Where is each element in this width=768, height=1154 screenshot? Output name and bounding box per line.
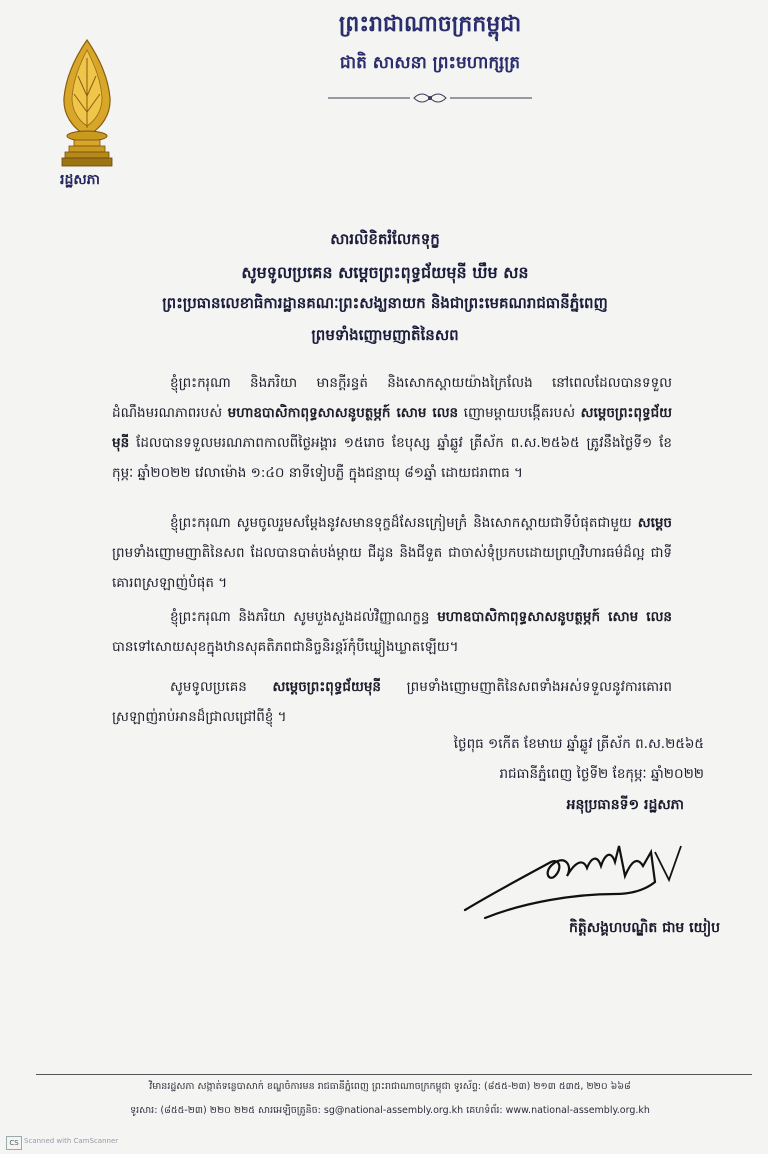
lunar-date: ថ្ងៃពុធ ១កើត ខែមាឃ ឆ្នាំឆ្លូវ ត្រីស័ក ព.ស.២៥៦៥: [453, 736, 704, 752]
scanner-text: Scanned with CamScanner: [24, 1137, 119, 1145]
national-assembly-emblem-icon: [54, 36, 120, 172]
addressee-title: សូមទូលប្រគេន សម្ដេចព្រះពុទ្ធជ័យមុនី ឃឹម សន: [241, 263, 529, 282]
p3-text-a: ខ្ញុំព្រះករុណា និងភរិយា សូមបួងសួងដល់វិញ្ញាណក្ខន្ធ: [170, 609, 438, 625]
org-label: រដ្ឋសភា: [60, 172, 100, 188]
p3-bold-deceased: មហាឧបាសិកាពុទ្ធសាសនូបត្ថម្ភក៍ សោម លេន: [437, 609, 673, 625]
place-date: រាជធានីភ្នំពេញ ថ្ងៃទី២ ខែកុម្ភៈ ឆ្នាំ២០២២: [499, 766, 704, 782]
p1-text-c: ញោមម្ដាយបង្កើតរបស់: [458, 405, 581, 421]
scanner-watermark: [6, 1136, 166, 1150]
p4-text-a: សូមទូលប្រគេន: [170, 679, 273, 695]
p4-bold-monk: សម្ដេចព្រះពុទ្ធជ័យមុនី: [272, 679, 381, 695]
p2-text-a: ខ្ញុំព្រះករុណា សូមចូលរួមសម្ដែងនូវសមានទុក្ខដ៏សែនក្រៀមក្រំ និងសោកស្ដាយជាទីបំផុតជាមួយ: [170, 515, 638, 531]
p2-text-c: ព្រមទាំងញោមញាតិនៃសព ដែលបានបាត់បង់ម្ដាយ ជីដូន និងជីទួត ជាចាស់ទុំប្រកបដោយព្រហ្មវិហារធម៌ដ៏ល្អ ជាទីគោរពស្រឡាញ់បំផុត ។: [112, 545, 672, 591]
p2-bold-samdech: សម្ដេច: [637, 515, 672, 531]
p3-text-c: បានទៅសោយសុខក្នុងឋានសុគតិភពជានិច្ចនិរន្តរ៍កុំបីឃ្លៀងឃ្លាតឡើយ។: [112, 639, 459, 655]
paragraph-3: [112, 602, 672, 662]
signer-position: អនុប្រធានទី១ រដ្ឋសភា: [566, 797, 684, 813]
kingdom-heading: ព្រះរាជាណាចក្រកម្ពុជា: [338, 11, 522, 37]
p4-text-c: ព្រមទាំងញោមញាតិនៃសពទាំងអស់ទទួលនូវការគោរព ស្រឡាញ់រាប់អានដ៏ជ្រាលជ្រៅពីខ្ញុំ ។: [112, 679, 672, 725]
addressee-family: ព្រមទាំងញោមញាតិនៃសព: [311, 326, 459, 344]
motto-heading: ជាតិ សាសនា ព្រះមហាក្សត្រ: [339, 53, 521, 73]
handwritten-signature-icon: [455, 832, 705, 922]
p1-bold-deceased: មហាឧបាសិកាពុទ្ធសាសនូបត្ថម្ភក៍ សោម លេន: [227, 405, 459, 421]
p1-bold-monk: សម្ដេចព្រះពុទ្ធជ័យមុនី: [112, 405, 673, 451]
footer-contact: ទូរសារ: (៨៥៥-២៣) ២២០ ២២៥ សារអេឡិចត្រូនិច: sg@national-assembly.org.kh គេហទំព័រ: www.national-assembly.org.kh: [130, 1105, 650, 1116]
ornament-divider-icon: [322, 88, 538, 108]
p1-text-a: ខ្ញុំព្រះករុណា និងភរិយា មានក្ដីរន្ធត់ និងសោកស្ដាយយ៉ាងក្រៃលែង នៅពេលដែលបានទទួលដំណឹងមរណភាពរបស់: [112, 375, 672, 421]
paragraph-2: [112, 508, 672, 598]
footer-divider: [36, 1074, 752, 1075]
p1-text-e: ដែលបានទទួលមរណភាពកាលពីថ្ងៃអង្គារ ១៥រោច ខែបុស្ស ឆ្នាំឆ្លូវ ត្រីស័ក ព.ស.២៥៦៥ ត្រូវនឹងថ្ងៃទី១ ខែកុម្ភៈ ឆ្នាំ២០២២ វេលាម៉ោង ១:៤០ នាទីទៀបភ្លឺ ក្នុងជន្មាយុ ៨១ឆ្នាំ ដោយជរាពាធ ។: [112, 435, 672, 481]
camscanner-icon: CS: [6, 1136, 22, 1150]
paragraph-1: [112, 368, 672, 488]
footer-address: វិមានរដ្ឋសភា សង្កាត់ទន្លេបាសាក់ ខណ្ឌចំការមន រាជធានីភ្នំពេញ ព្រះរាជាណាចក្រកម្ពុជា ទូរស័ព្ទ: (៨៥៥-២៣) ២១៣ ៥៣៥, ២២០ ៦៦៨: [149, 1081, 631, 1092]
addressee-role: ព្រះប្រធានលេខាធិការដ្ឋានគណៈព្រះសង្ឃនាយក និងជាព្រះមេគណរាជធានីភ្នំពេញ: [162, 294, 608, 312]
document-type-title: សារលិខិតរំលែកទុក្ខ: [330, 230, 440, 248]
signer-name: កិត្តិសង្គហបណ្ឌិត ជាម យៀប: [569, 920, 720, 936]
paragraph-4: [112, 672, 672, 732]
